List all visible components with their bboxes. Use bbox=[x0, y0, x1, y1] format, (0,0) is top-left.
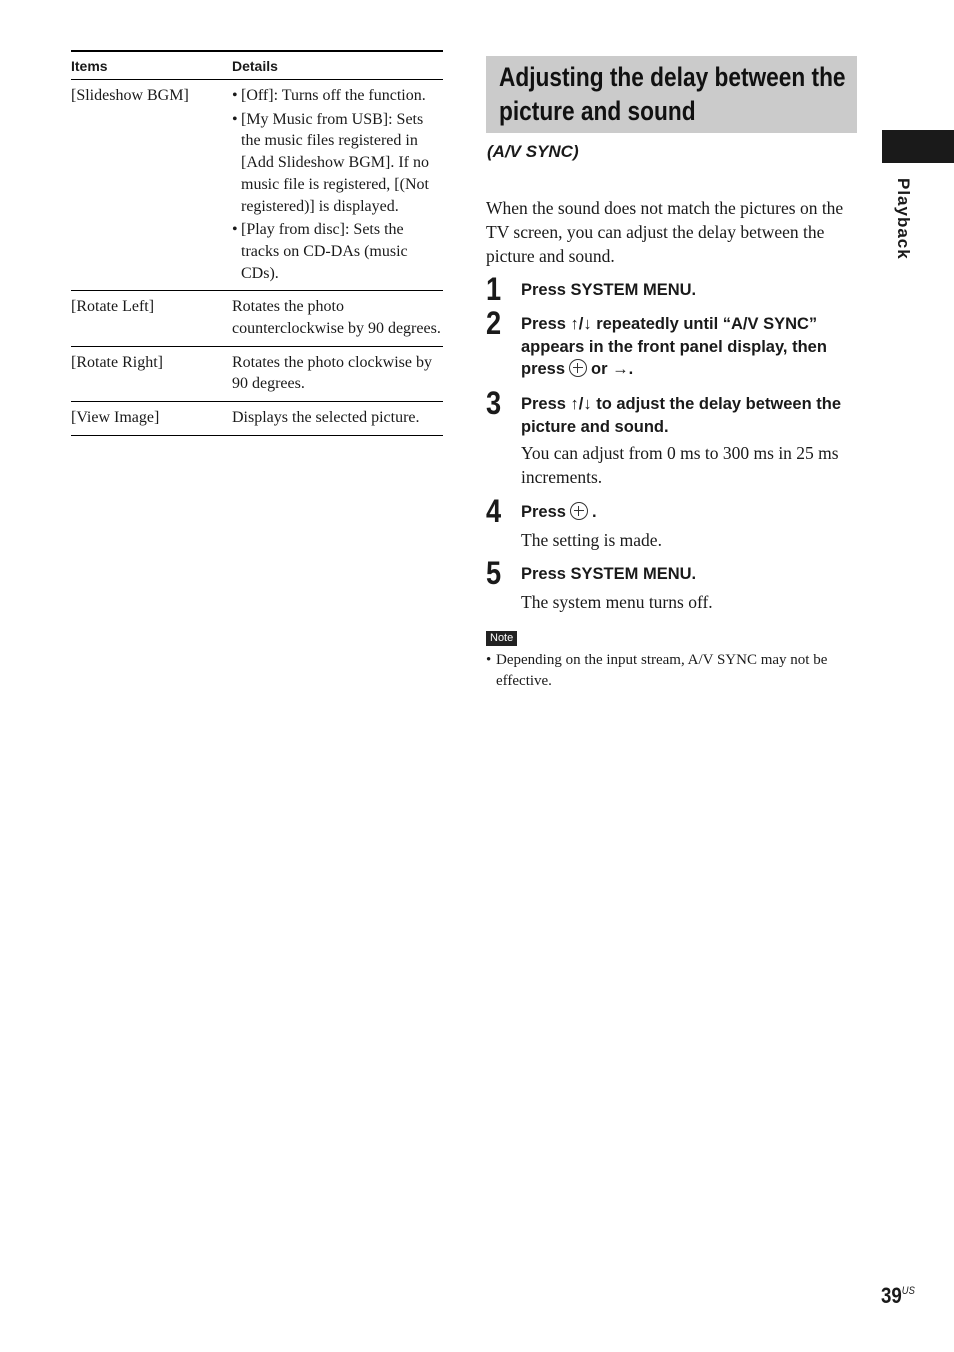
item-cell: [Rotate Right] bbox=[71, 353, 163, 371]
item-cell: [View Image] bbox=[71, 409, 160, 427]
step-number: 3 bbox=[486, 385, 502, 421]
table-row bbox=[71, 347, 443, 402]
note-text: Depending on the input stream, A/V SYNC may not be effective. bbox=[496, 652, 828, 689]
enter-button-icon bbox=[570, 502, 588, 520]
table-row bbox=[71, 291, 443, 346]
side-tab-label: Playback bbox=[894, 178, 913, 260]
step-instruction: Press ↑/↓ to adjust the delay between the picture and sound. bbox=[521, 395, 842, 436]
step-number: 1 bbox=[486, 271, 502, 307]
section-subtitle: (A/V SYNC) bbox=[487, 142, 579, 161]
instruction-text: Press ↑/↓ repeatedly until “A/V SYNC” appears in the front panel display, then press bbox=[521, 315, 827, 378]
detail-cell bbox=[232, 85, 443, 284]
step-number: 2 bbox=[486, 305, 502, 341]
intro-paragraph: When the sound does not match the pictures on the TV screen, you can adjust the delay between the picture and sound. bbox=[486, 198, 844, 266]
table-row bbox=[71, 402, 443, 436]
detail-cell: Rotates the photo counterclockwise by 90 degrees. bbox=[232, 298, 441, 338]
settings-table bbox=[71, 50, 443, 436]
bullet-item bbox=[232, 219, 443, 284]
step-number: 5 bbox=[486, 555, 502, 591]
detail-cell: Displays the selected picture. bbox=[232, 409, 420, 427]
bullet-text: [Off]: Turns off the function. bbox=[241, 87, 426, 104]
item-cell: [Rotate Left] bbox=[71, 298, 155, 316]
page-number-suffix: US bbox=[901, 1285, 915, 1297]
instruction-text: . bbox=[591, 503, 597, 521]
step-instruction: Press SYSTEM MENU. bbox=[521, 281, 697, 299]
step-number: 4 bbox=[486, 493, 502, 529]
side-tab-marker bbox=[882, 130, 954, 163]
enter-button-icon bbox=[569, 359, 587, 377]
section-title: Adjusting the delay between the picture and sound bbox=[499, 62, 846, 126]
instruction-text: or bbox=[591, 360, 608, 378]
bullet-dot: • bbox=[486, 652, 492, 668]
instruction-text: Press bbox=[521, 503, 566, 521]
bullet-dot: • bbox=[232, 110, 238, 128]
note-item bbox=[486, 650, 858, 692]
step-result: The system menu turns off. bbox=[521, 592, 713, 612]
step-result: The setting is made. bbox=[521, 530, 662, 550]
table-header bbox=[71, 52, 443, 80]
item-cell: [Slideshow BGM] bbox=[71, 87, 189, 104]
bullet-text: [Play from disc]: Sets the tracks on CD-DAs (music CDs). bbox=[241, 221, 408, 282]
step-instruction bbox=[521, 501, 858, 524]
bullet-text: [My Music from USB]: Sets the music files registered in [Add Slideshow BGM]. If no music file is registered, [(Not registered)] is displayed. bbox=[241, 110, 429, 215]
page-number bbox=[881, 1283, 915, 1309]
note-badge: Note bbox=[486, 631, 517, 646]
bullet-dot: • bbox=[232, 221, 238, 239]
header-details: Details bbox=[232, 57, 278, 74]
bullet-item bbox=[232, 109, 443, 218]
bullet-item bbox=[232, 85, 443, 107]
page-number-value: 39 bbox=[881, 1283, 902, 1308]
header-items: Items bbox=[71, 57, 108, 74]
step-result: You can adjust from 0 ms to 300 ms in 25 ms increments. bbox=[521, 443, 839, 487]
table-row bbox=[71, 80, 443, 291]
instruction-text: →. bbox=[612, 360, 634, 378]
detail-cell: Rotates the photo clockwise by 90 degrees. bbox=[232, 353, 432, 393]
step-instruction bbox=[521, 313, 858, 381]
step-instruction: Press SYSTEM MENU. bbox=[521, 565, 697, 583]
section-heading-box bbox=[486, 56, 857, 133]
bullet-dot: • bbox=[232, 87, 238, 104]
